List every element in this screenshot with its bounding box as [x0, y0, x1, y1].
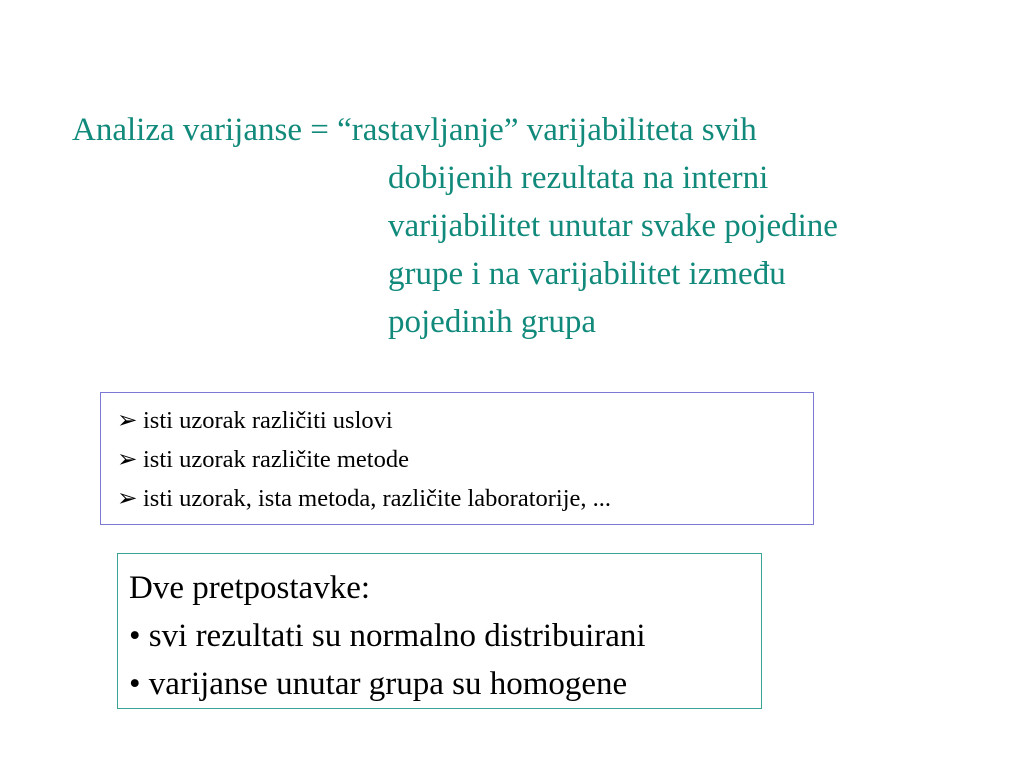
list-item: • varijanse unutar grupa su homogene	[129, 666, 628, 702]
list-item	[117, 479, 813, 518]
list-item-text: isti uzorak različite metode	[143, 446, 409, 473]
arrow-bullet-icon: ➢	[117, 446, 138, 473]
title-line: varijabilitet unutar svake pojedine	[388, 208, 838, 244]
cases-box	[100, 392, 814, 525]
title-line: “rastavljanje” varijabiliteta svih	[337, 112, 757, 148]
list-item-text: isti uzorak različiti uslovi	[143, 407, 393, 434]
title-line: pojedinih grupa	[388, 304, 597, 340]
assumptions-heading: Dve pretpostavke:	[129, 570, 371, 606]
list-item	[117, 440, 813, 479]
arrow-bullet-icon: ➢	[117, 407, 138, 434]
title-line: grupe i na varijabilitet između	[388, 256, 786, 292]
list-item: • svi rezultati su normalno distribuirani	[129, 618, 646, 654]
slide-title	[72, 106, 838, 346]
title-lead: Analiza varijanse =	[72, 112, 338, 148]
title-line: dobijenih rezultata na interni	[388, 160, 769, 196]
list-item	[117, 401, 813, 440]
list-item-text: isti uzorak, ista metoda, različite laboratorije, ...	[143, 485, 612, 512]
assumptions-box	[117, 553, 762, 709]
arrow-bullet-icon: ➢	[117, 485, 138, 512]
